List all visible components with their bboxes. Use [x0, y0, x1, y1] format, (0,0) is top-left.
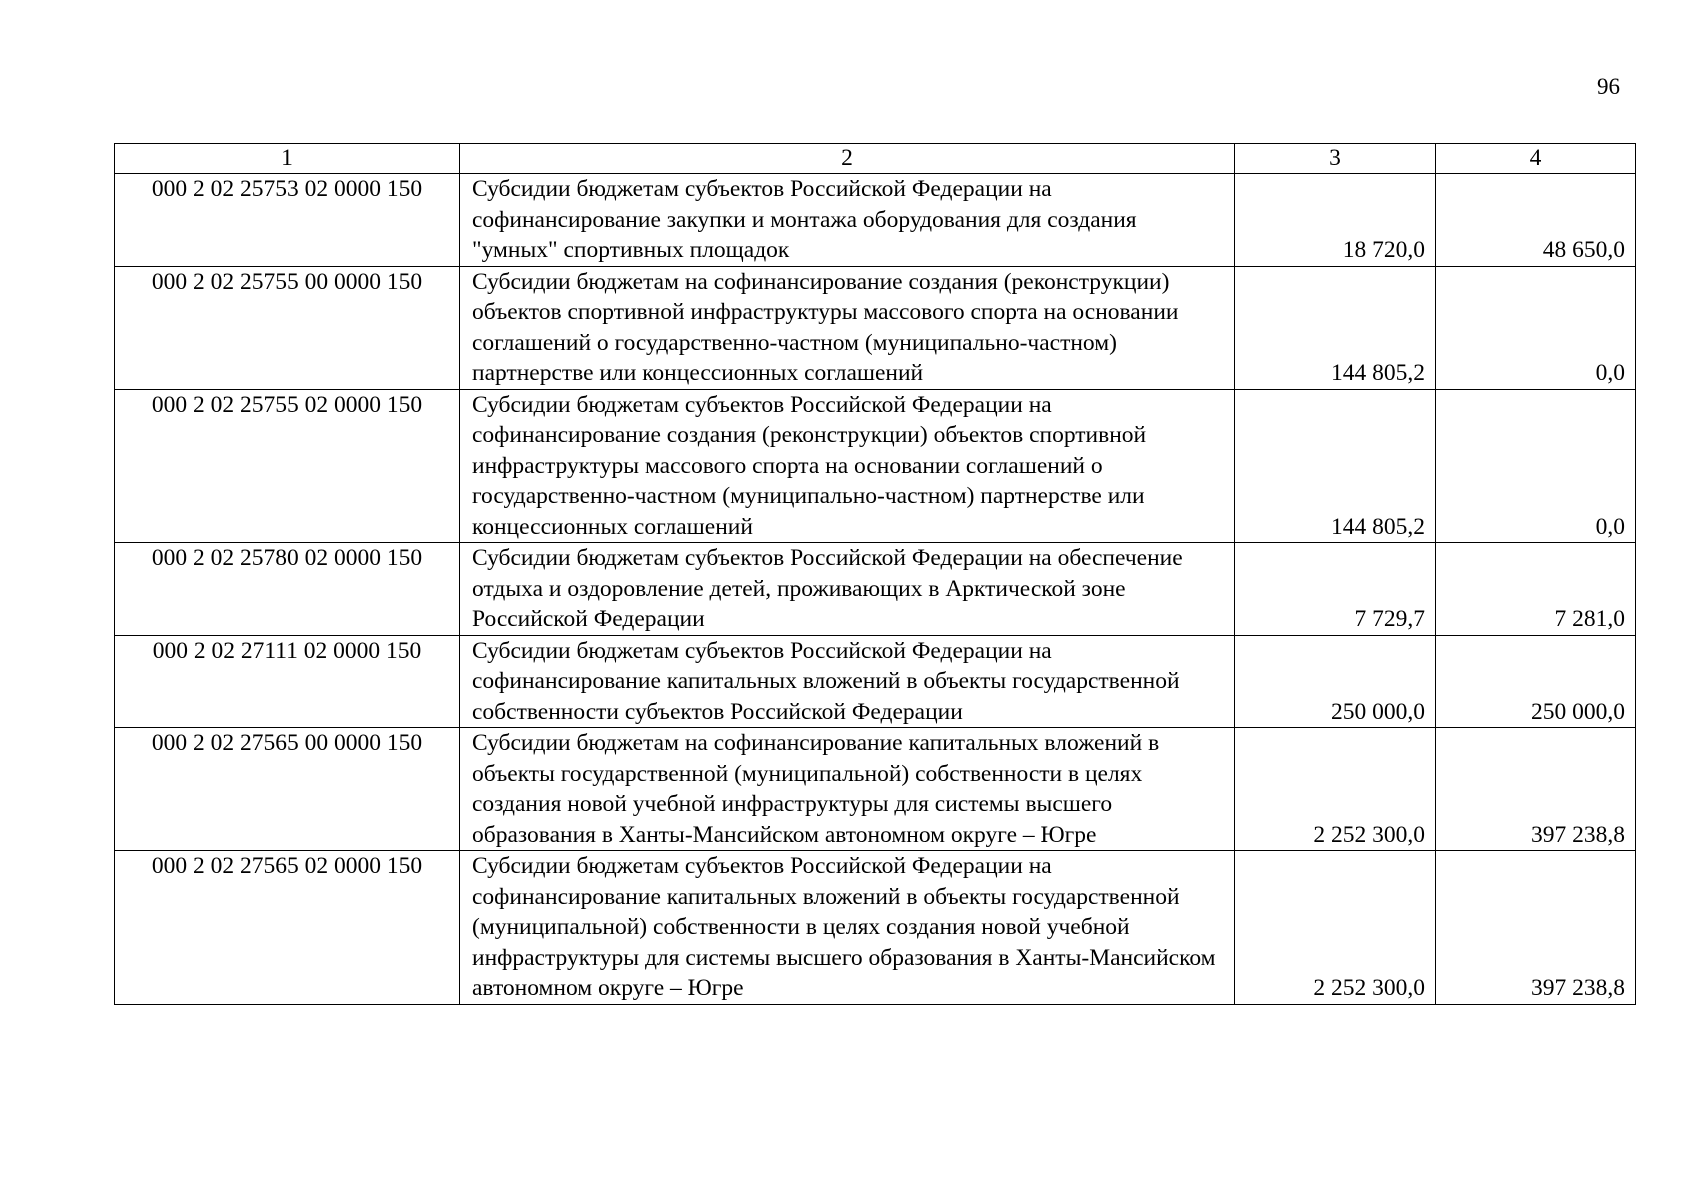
subsidy-name: Субсидии бюджетам субъектов Российской Федерации на софинансирование закупки и монтажа оборудования для создания "умных" спортивных площадок: [460, 174, 1235, 267]
subsidy-name: Субсидии бюджетам субъектов Российской Федерации на софинансирование капитальных вложений в объекты государственной собственности субъектов Российской Федерации: [460, 635, 1235, 728]
budget-code: 000 2 02 25753 02 0000 150: [115, 174, 460, 267]
amount-column-3: 250 000,0: [1235, 635, 1436, 728]
amount-column-4: 397 238,8: [1436, 728, 1636, 851]
amount-column-3: 144 805,2: [1235, 266, 1436, 389]
table-row: [115, 266, 1636, 389]
table-row: [115, 174, 1636, 267]
table-row: [115, 543, 1636, 636]
header-row: [115, 144, 1636, 174]
subsidy-name: Субсидии бюджетам на софинансирование создания (реконструкции) объектов спортивной инфраструктуры массового спорта на основании соглашений о государственно-частном (муниципально-частном) партнерстве или концессионных соглашений: [460, 266, 1235, 389]
budget-code: 000 2 02 25780 02 0000 150: [115, 543, 460, 636]
amount-column-3: 2 252 300,0: [1235, 728, 1436, 851]
budget-code: 000 2 02 25755 00 0000 150: [115, 266, 460, 389]
budget-code: 000 2 02 27111 02 0000 150: [115, 635, 460, 728]
subsidy-name: Субсидии бюджетам субъектов Российской Федерации на софинансирование создания (реконструкции) объектов спортивной инфраструктуры массового спорта на основании соглашений о государственно-частном (муниципально-частном) партнерстве или концессионных соглашений: [460, 389, 1235, 543]
table-row: [115, 635, 1636, 728]
amount-column-4: 397 238,8: [1436, 851, 1636, 1005]
amount-column-4: 0,0: [1436, 266, 1636, 389]
budget-table: [114, 143, 1636, 1005]
subsidy-name: Субсидии бюджетам субъектов Российской Федерации на софинансирование капитальных вложений в объекты государственной (муниципальной) собственности в целях создания новой учебной инфраструктуры для системы высшего образования в Ханты-Мансийском автономном округе – Югре: [460, 851, 1235, 1005]
budget-code: 000 2 02 27565 00 0000 150: [115, 728, 460, 851]
table-body: [115, 174, 1636, 1005]
amount-column-4: 7 281,0: [1436, 543, 1636, 636]
amount-column-3: 18 720,0: [1235, 174, 1436, 267]
budget-code: 000 2 02 25755 02 0000 150: [115, 389, 460, 543]
header-cell-1: 1: [115, 144, 460, 174]
table-header: [115, 144, 1636, 174]
subsidy-name: Субсидии бюджетам субъектов Российской Федерации на обеспечение отдыха и оздоровление детей, проживающих в Арктической зоне Российской Федерации: [460, 543, 1235, 636]
amount-column-3: 144 805,2: [1235, 389, 1436, 543]
header-cell-2: 2: [460, 144, 1235, 174]
amount-column-3: 2 252 300,0: [1235, 851, 1436, 1005]
amount-column-4: 48 650,0: [1436, 174, 1636, 267]
subsidy-name: Субсидии бюджетам на софинансирование капитальных вложений в объекты государственной (муниципальной) собственности в целях создания новой учебной инфраструктуры для системы высшего образования в Ханты-Мансийском автономном округе – Югре: [460, 728, 1235, 851]
budget-code: 000 2 02 27565 02 0000 150: [115, 851, 460, 1005]
amount-column-3: 7 729,7: [1235, 543, 1436, 636]
header-cell-3: 3: [1235, 144, 1436, 174]
page-number: 96: [1597, 74, 1620, 99]
amount-column-4: 250 000,0: [1436, 635, 1636, 728]
amount-column-4: 0,0: [1436, 389, 1636, 543]
table-row: [115, 389, 1636, 543]
header-cell-4: 4: [1436, 144, 1636, 174]
table-row: [115, 851, 1636, 1005]
table-row: [115, 728, 1636, 851]
